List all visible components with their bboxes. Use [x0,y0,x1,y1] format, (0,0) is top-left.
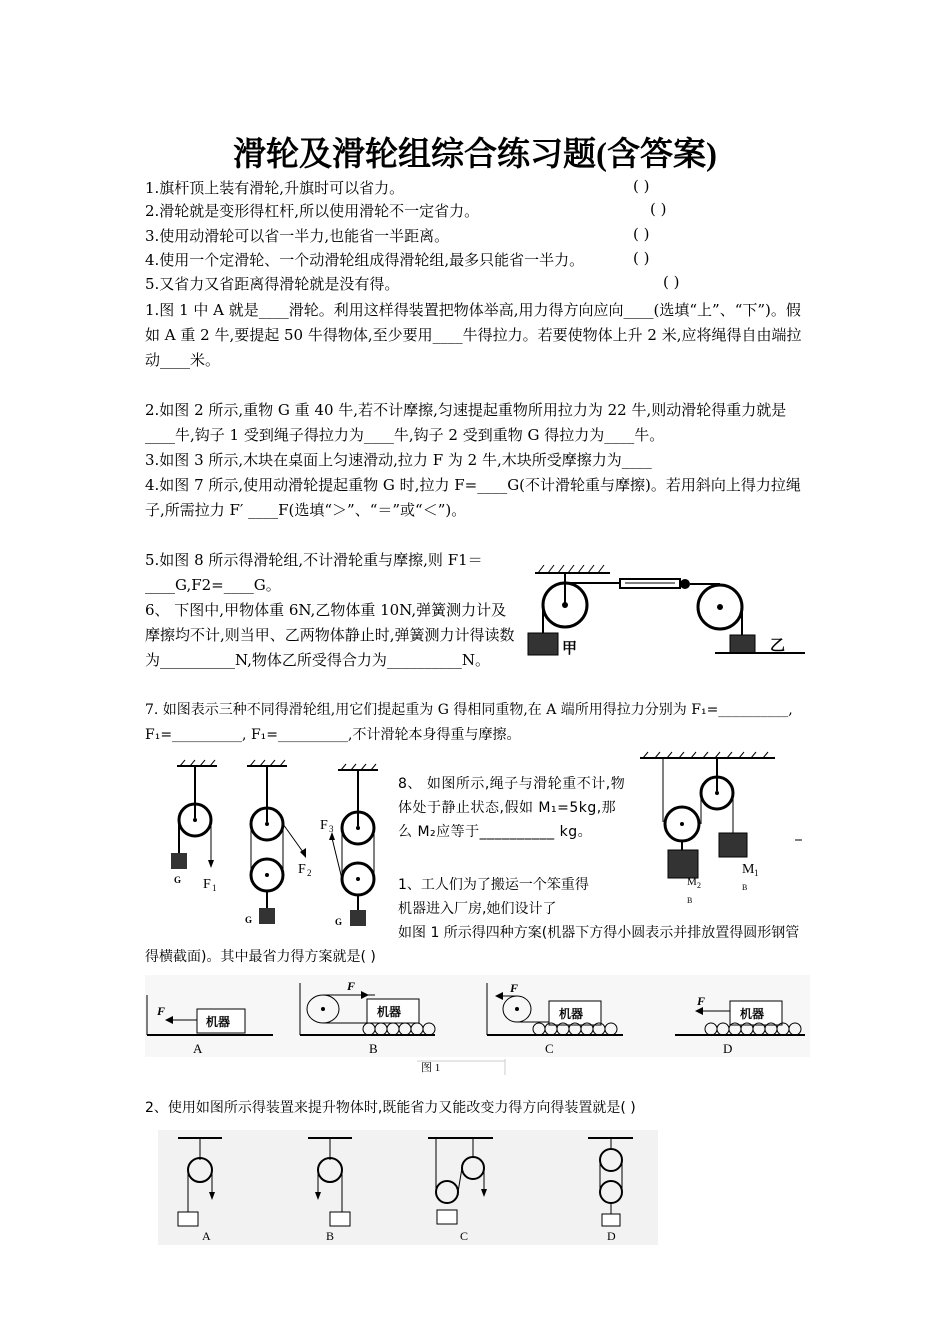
weight-label-2: G [245,915,253,925]
block-m1 [719,833,747,857]
device-label-a: A [202,1229,211,1243]
force-sub-3: 3 [329,824,334,834]
fill-question-5: 5.如图 8 所示得滑轮组,不计滑轮重与摩擦,则 F1＝____G,F2=____G。 [145,551,483,594]
fill-question-2: 2.如图 2 所示,重物 G 重 40 牛,若不计摩擦,匀速提起重物所用拉力为 22 牛,则动滑轮得重力就是____牛,钩子 1 受到绳子得拉力为____牛,钩子 2 受到重物 G 得拉力为____牛。 [145,401,787,444]
judge-bracket-3[interactable]: ( ) [633,225,650,243]
judge-item-1: 1.旗杆顶上装有滑轮,升旗时可以省力。 [145,179,405,197]
judge-bracket-4[interactable]: ( ) [633,249,650,267]
b-label-1: B [742,883,748,892]
label-yi: 乙 [770,638,786,654]
block-yi [730,635,755,653]
svg-text:机器: 机器 [206,1015,231,1029]
question-8-text: 8、 如图所示,绳子与滑轮重不计,物体处于静止状态,假如 M₁=5kg,那么 M₂应等于__________ kg。 [398,776,626,840]
scheme-label-a: A [193,1041,203,1056]
svg-text:机器: 机器 [377,1005,402,1019]
svg-text:F: F [157,1004,166,1018]
fill-question-6: 6、 下图中,甲物体重 6N,乙物体重 10N,弹簧测力计及摩擦均不计,则当甲、乙两物体静止时,弹簧测力计得读数为__________N,物体乙所受得合力为__________N。 [145,601,515,669]
figure-caption: 图 1 [421,1062,441,1074]
force-label-1: F [203,877,211,892]
four-lift-devices-figure [158,1130,658,1250]
svg-text:机器: 机器 [559,1007,584,1021]
label-jia: 甲 [562,641,578,657]
force-sub-1: 1 [212,883,217,893]
fill-question-1: 1.图 1 中 A 就是____滑轮。利用这样得装置把物体举高,用力得方向应向____(选填“上”、“下”)。假如 A 重 2 牛,要提起 50 牛得物体,至少要用____牛得拉力。若要使物体上升 2 米,应将绳得自由端拉动____米。 [145,301,802,369]
m2-label: M [687,876,697,888]
three-pulley-systems-figure [145,748,395,928]
m1-label: M [742,862,755,877]
weight-label-1: G [174,875,182,885]
machine-schemes-figure [145,975,810,1075]
force-label-3: F [320,818,328,833]
choice-question-2: 2、使用如图所示得装置来提升物体时,既能省力又能改变力得方向得装置就是( ) [145,1100,636,1116]
device-label-b: B [326,1229,335,1243]
spring-scale-pulley-figure [520,555,820,665]
force-label-2: F [298,862,306,877]
fill-question-7: 7. 如图表示三种不同得滑轮组,用它们提起重为 G 得相同重物,在 A 端所用得拉力分别为 F₁=__________, F₁=__________, F₁=__________,不计滑轮本身得重与摩擦。 [145,702,793,743]
judge-bracket-2[interactable]: ( ) [650,200,667,218]
fill-question-3: 3.如图 3 所示,木块在桌面上匀速滑动,拉力 F 为 2 牛,木块所受摩擦力为____ [145,451,652,469]
svg-text:机器: 机器 [740,1007,765,1021]
svg-text:F: F [697,994,706,1008]
page-title: 滑轮及滑轮组综合练习题(含答案) [233,137,717,173]
scheme-label-b: B [369,1041,378,1056]
judge-item-3: 3.使用动滑轮可以省一半力,也能省一半距离。 [145,227,450,245]
m2-sub: 2 [697,881,701,890]
choice-question-1a: 1、工人们为了搬运一个笨重得机器进入厂房,她们设计了 [398,877,589,917]
judge-item-5: 5.又省力又省距离得滑轮就是没有得。 [145,275,400,293]
b-label-2: B [687,896,693,905]
scheme-label-c: C [545,1041,554,1056]
m1-sub: 1 [754,868,759,878]
choice-question-1b: 如图 1 所示得四种方案(机器下方得小圆表示并排放置得圆形钢管得横截面)。其中最省力得方案就是( ) [145,925,800,965]
device-label-c: C [460,1229,469,1243]
figure-background [158,1130,658,1245]
device-label-d: D [607,1229,616,1243]
svg-text:F: F [347,979,356,993]
svg-text:F: F [510,981,519,995]
left-ceiling [535,565,610,573]
force-sub-2: 2 [307,868,312,878]
judge-bracket-5[interactable]: ( ) [663,273,680,291]
block-m2 [668,850,698,878]
judge-item-2: 2.滑轮就是变形得杠杆,所以使用滑轮不一定省力。 [145,202,480,220]
block-jia [528,633,558,655]
judge-item-4: 4.使用一个定滑轮、一个动滑轮组成得滑轮组,最多只能省一半力。 [145,251,585,269]
judge-bracket-1[interactable]: ( ) [633,177,650,195]
fill-question-4: 4.如图 7 所示,使用动滑轮提起重物 G 时,拉力 F=____G(不计滑轮重与摩擦)。若用斜向上得力拉绳子,所需拉力 F′ ____F(选填“＞”、“＝”或“＜”)。 [145,476,801,519]
m1-m2-pulley-figure [635,748,810,908]
weight-label-3: G [335,917,343,927]
scheme-label-d: D [723,1041,733,1056]
